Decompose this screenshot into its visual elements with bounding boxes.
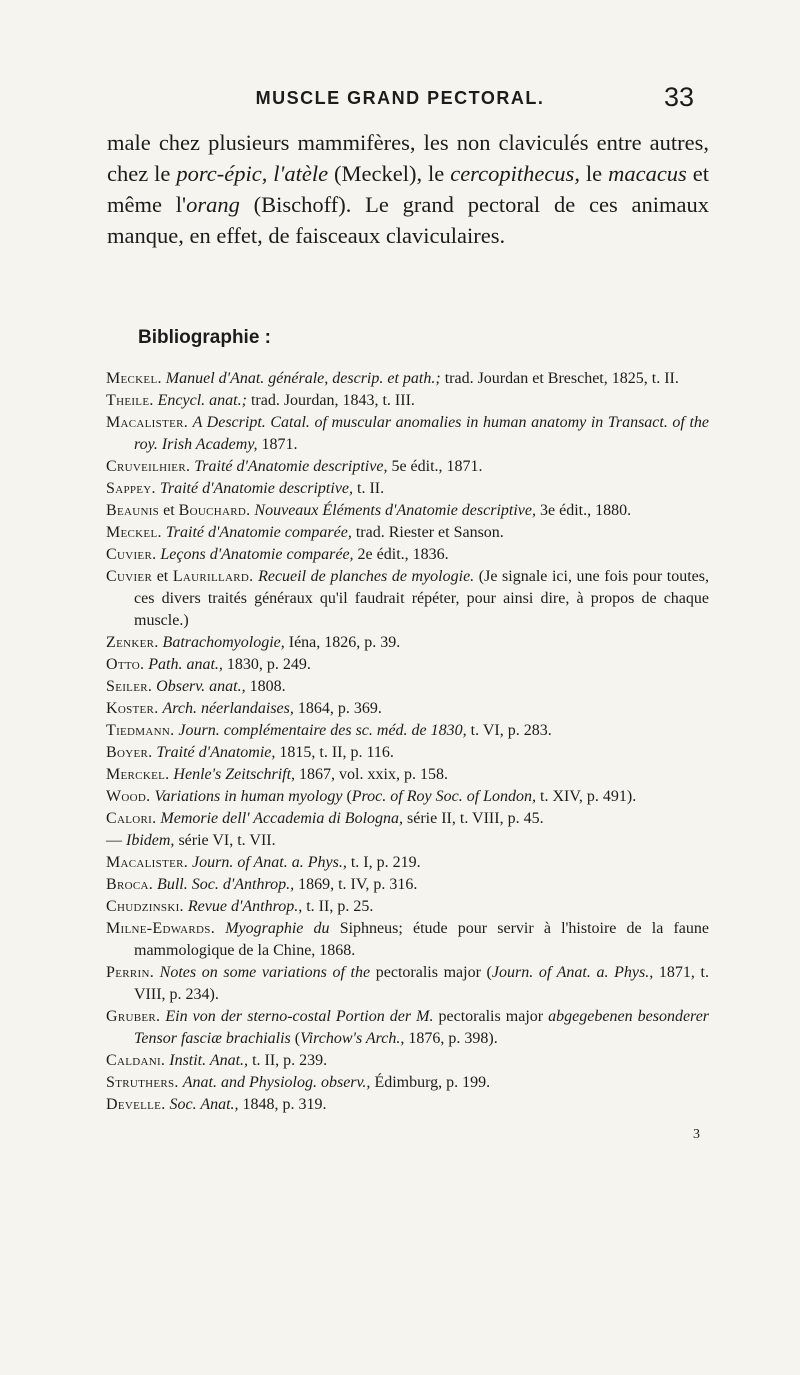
author-name: Theile. bbox=[106, 392, 154, 409]
italic-text: Batrachomyologie, bbox=[162, 634, 285, 651]
bibliography-entry bbox=[106, 786, 709, 808]
text-span: t. II, p. 239. bbox=[248, 1052, 328, 1069]
text-span: 2e édit., 1836. bbox=[353, 546, 449, 563]
author-name: Meckel. bbox=[106, 524, 162, 541]
text-span: male chez plusieurs mammifères, les non claviculés entre autres, chez le bbox=[107, 130, 709, 186]
text-span: — bbox=[106, 832, 126, 849]
italic-text: Arch. néerlandaises, bbox=[162, 700, 294, 717]
bibliography-entry bbox=[106, 918, 709, 962]
author-name: Zenker. bbox=[106, 634, 159, 651]
bibliography-entry bbox=[106, 808, 709, 830]
italic-text: Traité d'Anatomie descriptive, bbox=[159, 480, 354, 497]
italic-text: Henle's Zeitschrift, bbox=[173, 766, 296, 783]
italic-text: orang bbox=[186, 192, 240, 217]
italic-text: Observ. anat., bbox=[156, 678, 246, 695]
bibliography-entry bbox=[106, 962, 709, 1006]
text-span: série II, t. VIII, p. 45. bbox=[403, 810, 544, 827]
bibliography-entry bbox=[106, 1094, 709, 1116]
author-name: Struthers. bbox=[106, 1074, 179, 1091]
text-span: ( bbox=[290, 1030, 301, 1047]
text-span: et même l' bbox=[107, 161, 709, 217]
bibliography-entry bbox=[106, 566, 709, 632]
author-name: Beaunis bbox=[106, 502, 160, 519]
text-span: 1848, p. 319. bbox=[238, 1096, 327, 1113]
bibliography-entry bbox=[106, 720, 709, 742]
text-span: t. I, p. 219. bbox=[346, 854, 421, 871]
signature-mark: 3 bbox=[693, 1127, 700, 1142]
text-span: trad. Jourdan et Breschet, 1825, t. II. bbox=[440, 370, 679, 387]
text-span: 1871, t. VIII, p. 234). bbox=[134, 964, 710, 1003]
bibliography-entry bbox=[106, 874, 709, 896]
bibliography-entry bbox=[106, 632, 709, 654]
author-name: Broca. bbox=[106, 876, 154, 893]
bibliography-entry bbox=[106, 654, 709, 676]
bibliography-entry bbox=[106, 412, 709, 456]
intro-text bbox=[107, 127, 709, 251]
author-name: Cuvier. bbox=[106, 546, 157, 563]
author-name: Wood. bbox=[106, 788, 151, 805]
running-head bbox=[0, 82, 800, 118]
italic-text: Traité d'Anatomie descriptive, bbox=[194, 458, 388, 475]
italic-text: abgegebenen besonderer Tensor fasciæ brachialis bbox=[134, 1008, 710, 1047]
running-title: MUSCLE GRAND PECTORAL. bbox=[255, 88, 545, 108]
author-name: Laurillard. bbox=[172, 568, 254, 585]
bibliography-entry bbox=[106, 522, 709, 544]
text-span: Siphneus; étude pour servir à l'histoire de la faune mammologique de la Chine, 1868. bbox=[134, 920, 710, 959]
author-name: Boyer. bbox=[106, 744, 153, 761]
author-name: Gruber. bbox=[106, 1008, 161, 1025]
bibliography-entry bbox=[106, 676, 709, 698]
author-name: Caldani. bbox=[106, 1052, 166, 1069]
text-span: Édimburg, p. 199. bbox=[370, 1074, 491, 1091]
author-name: Koster. bbox=[106, 700, 159, 717]
italic-text: Ibidem, bbox=[126, 832, 175, 849]
author-name: Milne-Edwards. bbox=[106, 920, 216, 937]
author-name: Cruveilhier. bbox=[106, 458, 191, 475]
bibliography-entry bbox=[106, 1072, 709, 1094]
author-name: Tiedmann. bbox=[106, 722, 175, 739]
bibliography-heading: Bibliographie : bbox=[138, 327, 271, 348]
text-span: 1867, vol. xxix, p. 158. bbox=[295, 766, 448, 783]
italic-text: Journ. complémentaire des sc. méd. de 1830, bbox=[178, 722, 467, 739]
text-span: ( bbox=[342, 788, 352, 805]
author-name: Cuvier bbox=[106, 568, 153, 585]
italic-text: cercopithecus, bbox=[450, 161, 580, 186]
text-span: et bbox=[159, 502, 179, 519]
text-span: 1864, p. 369. bbox=[293, 700, 382, 717]
text-span: 1869, t. IV, p. 316. bbox=[294, 876, 418, 893]
bibliography-entry bbox=[106, 896, 709, 918]
author-name: Macalister. bbox=[106, 414, 189, 431]
text-span: 1876, p. 398). bbox=[404, 1030, 498, 1047]
italic-text: Revue d'Anthrop., bbox=[187, 898, 303, 915]
author-name: Bouchard. bbox=[178, 502, 251, 519]
text-span: (Bischoff). Le grand pectoral de ces animaux manque, en effet, de faisceaux claviculaires. bbox=[107, 192, 710, 248]
text-span: (Je signale ici, une fois pour toutes, ces divers traités généraux qu'il faudrait répéter, pour ainsi dire, à propos de chaque muscle.) bbox=[134, 568, 710, 629]
bibliography-entry bbox=[106, 368, 709, 390]
text-span: et bbox=[152, 568, 173, 585]
text-span: trad. Riester et Sanson. bbox=[351, 524, 504, 541]
italic-text: A Descript. Catal. of muscular anomalies in human anatomy in Transact. of the roy. Irish Academy, bbox=[134, 414, 709, 453]
bibliography-entry bbox=[106, 1006, 709, 1050]
italic-text: Path. anat., bbox=[148, 656, 223, 673]
italic-text: Variations in human myology bbox=[154, 788, 343, 805]
italic-text: Virchow's Arch., bbox=[300, 1030, 405, 1047]
italic-text: Myographie du bbox=[225, 920, 330, 937]
italic-text: Journ. of Anat. a. Phys., bbox=[192, 854, 347, 871]
text-span: 1815, t. II, p. 116. bbox=[275, 744, 394, 761]
italic-text: macacus bbox=[608, 161, 687, 186]
bibliography-entry bbox=[106, 478, 709, 500]
italic-text: Instit. Anat., bbox=[169, 1052, 249, 1069]
author-name: Develle. bbox=[106, 1096, 166, 1113]
bibliography-entry bbox=[106, 544, 709, 566]
author-name: Calori. bbox=[106, 810, 157, 827]
author-name: Otto. bbox=[106, 656, 145, 673]
bibliography-entry bbox=[106, 698, 709, 720]
bibliography-entry bbox=[106, 764, 709, 786]
italic-text: Encycl. anat.; bbox=[157, 392, 247, 409]
author-name: Macalister. bbox=[106, 854, 189, 871]
italic-text: Traité d'Anatomie comparée, bbox=[165, 524, 352, 541]
bibliography-list bbox=[106, 368, 709, 1116]
text-span: 3e édit., 1880. bbox=[535, 502, 632, 519]
text-span bbox=[215, 920, 225, 937]
author-name: Merckel. bbox=[106, 766, 170, 783]
page-number: 33 bbox=[663, 82, 694, 112]
italic-text: Memorie dell' Accademia di Bologna, bbox=[160, 810, 404, 827]
italic-text: l'atèle bbox=[273, 161, 329, 186]
author-name: Seiler. bbox=[106, 678, 153, 695]
author-name: Chudzinski. bbox=[106, 898, 184, 915]
author-name: Perrin. bbox=[106, 964, 154, 981]
italic-text: Ein von der sterno-costal Portion der M. bbox=[165, 1008, 434, 1025]
italic-text: Leçons d'Anatomie comparée, bbox=[160, 546, 354, 563]
author-name: Meckel. bbox=[106, 370, 162, 387]
bibliography-entry bbox=[106, 456, 709, 478]
bibliography-entry bbox=[106, 500, 709, 522]
italic-text: Proc. of Roy Soc. of London, bbox=[351, 788, 537, 805]
bibliography-entry bbox=[106, 852, 709, 874]
text-span: t. VI, p. 283. bbox=[466, 722, 552, 739]
text-span: le bbox=[579, 161, 609, 186]
text-span: 1871. bbox=[257, 436, 298, 453]
author-name: Sappey. bbox=[106, 480, 156, 497]
text-span: Iéna, 1826, p. 39. bbox=[284, 634, 401, 651]
italic-text: Manuel d'Anat. générale, descrip. et path.; bbox=[165, 370, 441, 387]
bibliography-entry bbox=[106, 742, 709, 764]
italic-text: Anat. and Physiolog. observ., bbox=[182, 1074, 371, 1091]
italic-text: Traité d'Anatomie, bbox=[156, 744, 276, 761]
italic-text: Nouveaux Éléments d'Anatomie descriptive, bbox=[254, 502, 536, 519]
bibliography-entry bbox=[106, 1050, 709, 1072]
text-span: (Meckel), le bbox=[328, 161, 451, 186]
italic-text: Bull. Soc. d'Anthrop., bbox=[157, 876, 295, 893]
text-span: série VI, t. VII. bbox=[174, 832, 276, 849]
text-span: 5e édit., 1871. bbox=[387, 458, 483, 475]
text-span: t. II. bbox=[353, 480, 385, 497]
text-span: pectoralis major ( bbox=[370, 964, 492, 981]
text-span: 1808. bbox=[245, 678, 286, 695]
italic-text: Soc. Anat., bbox=[169, 1096, 239, 1113]
bibliography-entry bbox=[106, 830, 709, 852]
italic-text: Journ. of Anat. a. Phys., bbox=[491, 964, 654, 981]
text-span: trad. Jourdan, 1843, t. III. bbox=[246, 392, 415, 409]
text-span: 1830, p. 249. bbox=[222, 656, 311, 673]
intro-paragraph bbox=[107, 127, 709, 251]
text-span: t. XIV, p. 491). bbox=[536, 788, 637, 805]
italic-text: porc-épic, bbox=[176, 161, 268, 186]
italic-text: Notes on some variations of the bbox=[159, 964, 371, 981]
text-span: t. II, p. 25. bbox=[302, 898, 374, 915]
bibliography-entry bbox=[106, 390, 709, 412]
text-span: pectoralis major bbox=[433, 1008, 549, 1025]
italic-text: Recueil de planches de myologie. bbox=[258, 568, 475, 585]
